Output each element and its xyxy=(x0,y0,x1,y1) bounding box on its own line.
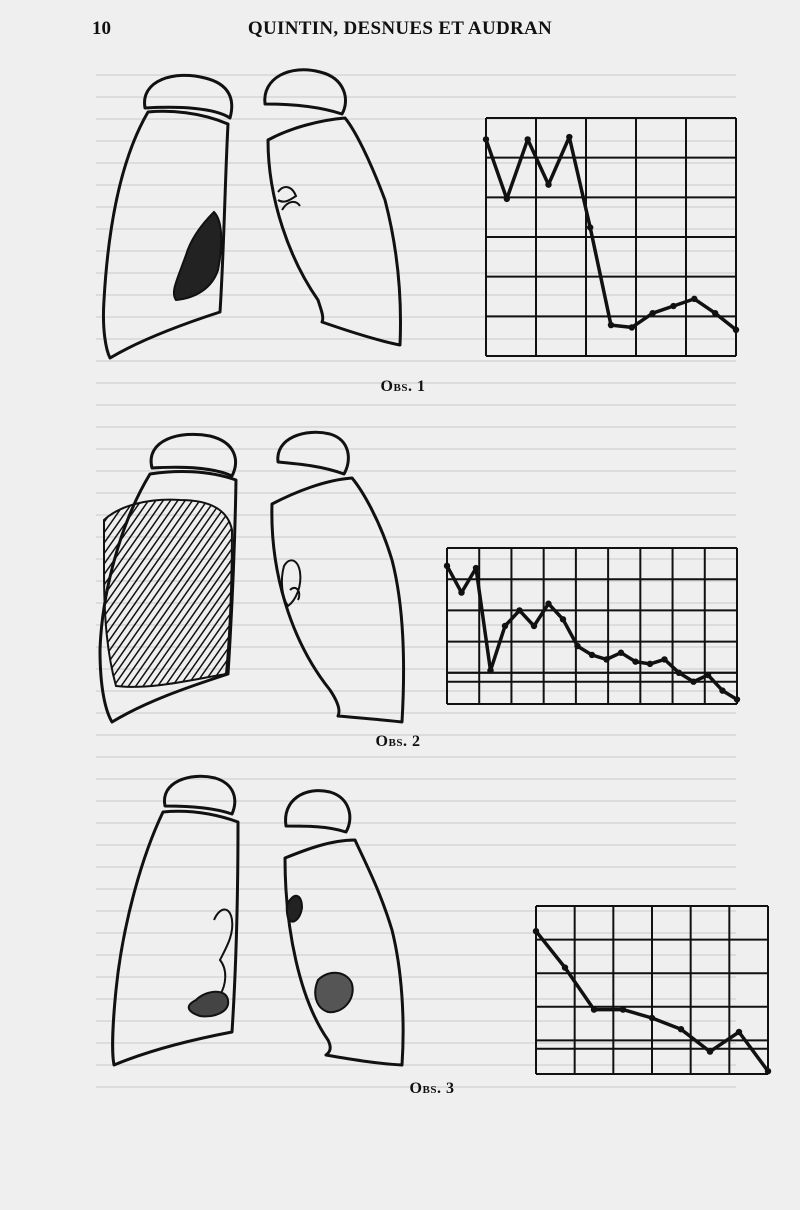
data-point-obs1 xyxy=(691,296,697,302)
data-point-obs2 xyxy=(676,670,682,676)
data-point-obs3 xyxy=(736,1029,742,1035)
data-point-obs1 xyxy=(670,303,676,309)
caption-obs3: Obs. 3 xyxy=(409,1080,455,1097)
running-head: QUINTIN, DESNUES ET AUDRAN xyxy=(247,18,553,39)
data-point-obs1 xyxy=(504,196,510,202)
data-point-obs2 xyxy=(574,643,580,649)
data-point-obs1 xyxy=(629,324,635,330)
data-point-obs1 xyxy=(566,134,572,140)
data-point-obs2 xyxy=(705,672,711,678)
page-number: 10 xyxy=(92,18,111,39)
data-point-obs2 xyxy=(473,565,479,571)
data-point-obs1 xyxy=(649,310,655,316)
data-point-obs2 xyxy=(487,667,493,673)
data-point-obs1 xyxy=(608,322,614,328)
data-point-obs3 xyxy=(707,1048,713,1054)
data-point-obs2 xyxy=(531,623,537,629)
data-point-obs2 xyxy=(647,661,653,667)
data-point-obs3 xyxy=(620,1006,626,1012)
data-point-obs2 xyxy=(690,679,696,685)
data-point-obs3 xyxy=(649,1015,655,1021)
data-point-obs1 xyxy=(712,310,718,316)
curve-obs1 xyxy=(486,137,736,330)
data-point-obs1 xyxy=(545,181,551,187)
data-point-obs1 xyxy=(587,224,593,230)
data-point-obs2 xyxy=(560,616,566,622)
data-point-obs3 xyxy=(765,1068,771,1074)
data-point-obs1 xyxy=(524,136,530,142)
data-point-obs3 xyxy=(591,1006,597,1012)
data-point-obs1 xyxy=(483,136,489,142)
data-point-obs2 xyxy=(545,601,551,607)
data-point-obs2 xyxy=(444,563,450,569)
data-point-obs2 xyxy=(603,656,609,662)
data-point-obs2 xyxy=(458,589,464,595)
data-point-obs3 xyxy=(562,964,568,970)
data-point-obs2 xyxy=(734,696,740,702)
data-point-obs3 xyxy=(678,1026,684,1032)
caption-obs2: Obs. 2 xyxy=(375,733,421,750)
data-point-obs1 xyxy=(733,327,739,333)
data-point-obs2 xyxy=(589,652,595,658)
data-point-obs2 xyxy=(719,687,725,693)
data-point-obs2 xyxy=(632,658,638,664)
data-point-obs2 xyxy=(502,623,508,629)
data-point-obs3 xyxy=(533,928,539,934)
data-point-obs2 xyxy=(618,650,624,656)
data-point-obs2 xyxy=(661,656,667,662)
caption-obs1: Obs. 1 xyxy=(380,378,426,395)
data-point-obs2 xyxy=(516,607,522,613)
